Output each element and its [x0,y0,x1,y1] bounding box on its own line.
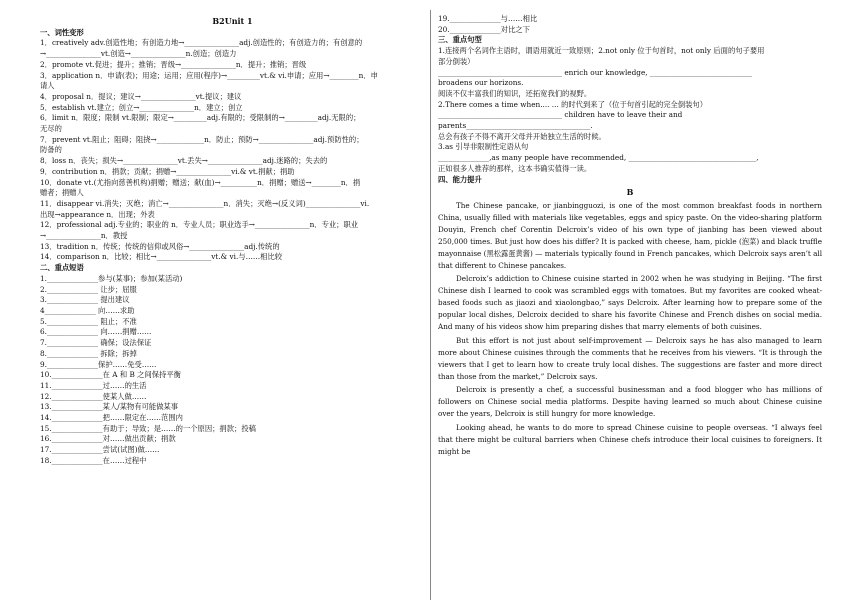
phrase-line: 20.______________对比之下 [438,24,530,34]
section-heading-phrases: 二、重点短语 [40,263,84,273]
vocab-line: 13．tradition n．传统；传统的信仰或风俗→_______________adj.传统的 [40,241,280,251]
section-heading-vocab: 一、词性变形 [40,27,84,37]
vocab-line: 防备的 [40,145,62,155]
phrase-line: 12.______________使某人做…… [40,391,147,401]
vocab-line: 7．prevent vt.阻止；阻碍；阻挠→_____________n．防止；预防→_______________adj.预防性的； [40,134,364,144]
sentence-line: __________________________________ enrich our knowledge, ____________________________ [438,67,753,77]
phrase-line: 18.______________在……过程中 [40,455,147,465]
phrase-line: 14.______________把……限定在……范围内 [40,413,183,423]
vocab-line: 10．donate vt.(尤指向慈善机构)捐赠；赠送；献(血)→__________n．捐赠；赠送→________n．捐 [40,177,361,187]
vocab-line: 5．establish vt.建立；创立→_______________n．建立；创立 [40,102,243,112]
phrase-line: 5.______________ 阻止；不准 [40,316,137,326]
phrase-line: 8.______________ 拆除；拆掉 [40,348,137,358]
vocab-line: 3．application n．申请(表)；用途；运用；应用(程序)→_________vt.& vi.申请；应用→________n．申 [40,70,378,80]
sentence-list [438,46,822,174]
phrase-line: 6.______________ 向……捐赠…… [40,327,152,337]
vocab-line: 12．professional adj.专业的；职业的 n．专业人员；职业选手→_______________n．专业；职业 [40,220,359,230]
passage-title: B [626,187,634,198]
sentence-line: 2.There comes a time when.... ... 的时代到来了（位于句首引起的完全倒装句） [438,99,708,109]
left-column [40,14,425,467]
vocab-line: 14．comparison n．比较；相比→_______________vt.& vi.与……相比较 [40,252,283,262]
vocab-line: 6．limit n．限度；限制 vt.限制；限定→_________adj.有限的；受限制的→_________adj.无限的； [40,113,361,123]
phrase-line: 15.______________有助于；导致；是……的一个原因；捐款；投稿 [40,423,256,433]
reading-passage [438,200,822,458]
vocab-line: 无尽的 [40,124,62,134]
page-title: B2Unit 1 [212,16,253,26]
phrase-list [40,274,425,467]
sentence-line: 3.as 引导非限制性定语从句 [438,142,529,152]
passage-paragraph: But this effort is not just about self-improvement — Delcroix says he has also managed to learn more about Chinese cuisines through the comments that he receives from his viewers. “It is through the viewers that I get to learn how to create truly local dishes. The suggestions are faster and more direct than those from the market,” Delcroix says. [438,335,822,381]
phrase-line: 2.______________ 让步；屈服 [40,284,137,294]
section-heading-reading: 四、能力提升 [438,174,482,184]
phrase-line: 3.______________ 提出建议 [40,295,130,305]
column-divider [430,10,431,600]
phrase-line: 13.______________某人/某物有可能做某事 [40,402,179,412]
vocab-line: 1．creatively adv.创造性地；有创造力地→_______________adj.创造性的；有创造力的；有创意的 [40,38,363,48]
phrase-line: 9.______________保护……免受…… [40,359,157,369]
passage-paragraph: Looking ahead, he wants to do more to spread Chinese cuisine to people overseas. “I always feel that there might be cultural barriers when Chinese chefs introduce their local cuisines to foreigners. It might be [438,422,822,456]
sentence-line: broadens our horizons. [438,78,524,88]
vocab-line: 2．promote vt.促进；提升；推销；晋级→_______________n．提升；推销；晋级 [40,59,307,69]
phrase-line: 4______________ 向……求助 [40,305,135,315]
sentence-line: __________________________________ children have to leave their and [438,110,683,120]
vocab-line: 赠者；捐赠人 [40,188,84,198]
vocab-line: 请人 [40,81,55,91]
sentence-line: 正如很多人推荐的那样，这本书确实值得一读。 [438,163,592,173]
phrase-line: 17.______________尝试(试图)做…… [40,445,160,455]
phrase-line: 1.______________参与(某事)；参加(某活动) [40,273,183,283]
sentence-line: 总会有孩子不得不离开父母并开始独立生活的时候。 [438,131,606,141]
phrase-line: 11.______________过……的生活 [40,380,147,390]
vocab-line: 4．proposal n．提议；建议→_______________vt.提议；建议 [40,91,242,101]
vocab-line: →_______________n．教授 [40,231,128,241]
right-column [438,14,822,459]
phrase-line: 10.______________在 A 和 B 之间保持平衡 [40,370,181,380]
sentence-line: 部分倒装） [438,56,475,66]
vocab-line: 出现→appearance n．出现；外表 [40,209,155,219]
phrase-line: 19.______________与……相比 [438,14,538,23]
vocab-line: 8．loss n．丧失；损失→_______________vt.丢失→_______________adj.迷路的；失去的 [40,156,328,166]
passage-paragraph: Delcroix is presently a chef, a successful businessman and a food blogger who has millions of followers on Chinese social media platforms. Despite having learned so much about Chinese cuisine over the years, Delcroix is still hungry for more knowledge. [438,385,822,419]
section-heading-sentences: 三、重点句型 [438,35,482,45]
phrase-line: 16.______________对……做出贡献；捐款 [40,434,176,444]
sentence-line: ______________,as many people have recommended, ___________________________________, [438,153,759,163]
passage-paragraph: Delcroix’s addiction to Chinese cuisine started in 2002 when he was studying in Beijing. “The first Chinese dish I learned to cook was scrambled eggs with tomatoes. But my favorites are cooked wheat-based foods such as jiaozi and xiaolongbao,” says Delcroix. After learning how to prepare some of the popular local dishes, Delcroix decided to share his favorite Chinese and French dishes on social media. And many of his videos show him preparing dishes that marry elements of both cuisines. [438,274,822,332]
sentence-line: 阅读不仅丰富我们的知识，还拓宽我们的视野。 [438,88,592,98]
vocab-line: →_______________vt.创造→_______________n.创造；创造力 [40,49,237,59]
vocab-line: 9．contribution n．捐款；贡献；捐赠→_______________vi.& vt.捐献；捐助 [40,166,295,176]
sentence-line: 1.连接两个名词作主语时，谓语用就近一致原则；2.not only 位于句首时，not only 后面的句子要用 [438,46,765,56]
passage-paragraph: The Chinese pancake, or jianbingguozi, is one of the most common breakfast foods in northern China, usually filled with materials like vegetables, eggs and spicy paste. On the video-sharing platform Douyin, French chef Corentin Delcroix’s video of his own type of jianbing has been viewed about 250,000 times. But just how does his differ? It is packed with cheese, ham, pickle (泡菜) and black truffle mayonnaise (黑松露蛋黄酱) — materials typically found in French pancakes, which Delcroix says aren’t all that different to Chinese pancakes. [438,200,822,270]
vocab-list [40,38,425,263]
vocab-line: 11．disappear vi.消失；灭绝；消亡→_______________n．消失；灭绝→(反义词)_______________vi. [40,198,370,208]
sentence-line: parents__________________________________. [438,121,593,131]
phrase-line: 7.______________ 确保；设法保证 [40,338,152,348]
